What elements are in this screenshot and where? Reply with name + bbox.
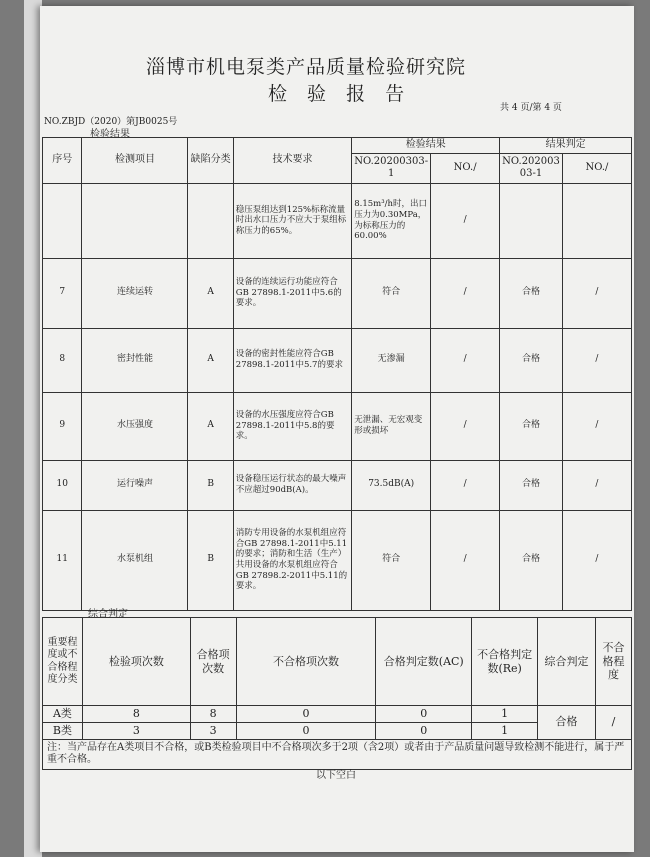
row-seq [43, 183, 82, 258]
row-seq: 9 [43, 392, 82, 460]
row-seq: 7 [43, 258, 82, 328]
row-judge1: 合格 [500, 328, 563, 392]
row-result1: 符合 [352, 510, 431, 610]
row-class [188, 183, 233, 258]
sum-fail: 0 [236, 706, 376, 723]
row-item [82, 183, 188, 258]
row-requirement: 设备的密封性能应符合GB 27898.1-2011中5.7的要求 [233, 328, 351, 392]
sum-re: 1 [472, 722, 538, 739]
col-results-group: 检验结果 [352, 138, 500, 154]
row-seq: 11 [43, 510, 82, 610]
sum-col-fail: 不合格项次数 [236, 618, 376, 706]
row-class: A [188, 328, 233, 392]
table-row [43, 258, 632, 328]
sum-fail: 0 [236, 722, 376, 739]
results-table [42, 137, 632, 611]
row-result1: 无泄漏、无宏观变形或损坏 [352, 392, 431, 460]
row-seq: 8 [43, 328, 82, 392]
sum-col-overall: 综合判定 [538, 618, 596, 706]
sum-col-pass: 合格项次数 [190, 618, 236, 706]
row-judge2: / [562, 460, 631, 510]
sum-cls: B类 [43, 722, 83, 739]
col-requirement: 技术要求 [233, 138, 351, 184]
row-judge1: 合格 [500, 258, 563, 328]
col-judgement-group: 结果判定 [500, 138, 632, 154]
sum-col-re: 不合格判定数(Re) [472, 618, 538, 706]
col-seq: 序号 [43, 138, 82, 184]
row-result2: / [431, 183, 500, 258]
row-item: 连续运转 [82, 258, 188, 328]
row-result2: / [431, 258, 500, 328]
row-result2: / [431, 460, 500, 510]
results-section-label: 检验结果 [90, 129, 130, 140]
table-row [43, 183, 632, 258]
row-class: A [188, 392, 233, 460]
sum-col-count: 检验项次数 [82, 618, 190, 706]
sum-pass: 3 [190, 722, 236, 739]
row-class: B [188, 460, 233, 510]
row-requirement: 设备的水压强度应符合GB 27898.1-2011中5.8的要求。 [233, 392, 351, 460]
row-class: B [188, 510, 233, 610]
row-judge2: / [562, 392, 631, 460]
row-result2: / [431, 328, 500, 392]
sum-col-degree: 重要程度或不合格程度分类 [43, 618, 83, 706]
row-requirement: 消防专用设备的水泵机组应符合GB 27898.1-2011中5.11的要求；消防和生活（生产）共用设备的水泵机组应符合GB 27898.2-2011中5.11的要求。 [233, 510, 351, 610]
row-item: 密封性能 [82, 328, 188, 392]
row-requirement: 设备稳压运行状态的最大噪声不应超过90dB(A)。 [233, 460, 351, 510]
sum-col-fail-degree: 不合格程度 [595, 618, 631, 706]
row-judge2: / [562, 510, 631, 610]
row-item: 水泵机组 [82, 510, 188, 610]
row-judge2: / [562, 328, 631, 392]
report-title: 检 验 报 告 [268, 83, 412, 105]
row-judge1: 合格 [500, 460, 563, 510]
summary-section-label: 综合判定 [88, 609, 128, 620]
col-result-no2: NO./ [431, 153, 500, 183]
summary-row [43, 706, 632, 723]
row-requirement: 稳压泵组达到125%标称流量时出水口压力不应大于泵组标称压力的65%。 [233, 183, 351, 258]
sum-fail-degree: / [595, 706, 631, 740]
row-judge2: / [562, 258, 631, 328]
report-number: NO.ZBJD（2020）第JB0025号 [44, 117, 178, 127]
sum-re: 1 [472, 706, 538, 723]
page-info: 共 4 页/第 4 页 [500, 103, 562, 113]
table-row [43, 510, 632, 610]
sum-ac: 0 [376, 722, 472, 739]
row-result1: 8.15m³/h时，出口压力为0.30MPa，为标称压力的60.00% [352, 183, 431, 258]
row-result1: 符合 [352, 258, 431, 328]
row-result2: / [431, 510, 500, 610]
sum-col-ac: 合格判定数(AC) [376, 618, 472, 706]
footer-blank-note: 以下空白 [316, 770, 356, 781]
table-row [43, 328, 632, 392]
row-seq: 10 [43, 460, 82, 510]
institute-title: 淄博市机电泵类产品质量检验研究院 [146, 56, 467, 78]
summary-table [42, 617, 632, 770]
row-item: 运行噪声 [82, 460, 188, 510]
sum-overall: 合格 [538, 706, 596, 740]
row-item: 水压强度 [82, 392, 188, 460]
table-row [43, 392, 632, 460]
col-judge-no1: NO.202003 03-1 [500, 153, 563, 183]
row-result2: / [431, 392, 500, 460]
row-result1: 73.5dB(A) [352, 460, 431, 510]
sum-count: 8 [82, 706, 190, 723]
col-result-no1: NO.20200303-1 [352, 153, 431, 183]
summary-note: 注：当产品存在A类项目不合格，或B类检验项目中不合格项次多于2项（含2项）或者由于产品质量问题导致检测不能进行，属于严重不合格。 [43, 739, 632, 769]
row-judge1 [500, 183, 563, 258]
sum-count: 3 [82, 722, 190, 739]
row-judge1: 合格 [500, 510, 563, 610]
sum-pass: 8 [190, 706, 236, 723]
sum-cls: A类 [43, 706, 83, 723]
col-judge-no2: NO./ [562, 153, 631, 183]
row-result1: 无渗漏 [352, 328, 431, 392]
row-judge1: 合格 [500, 392, 563, 460]
sum-ac: 0 [376, 706, 472, 723]
row-requirement: 设备的连续运行功能应符合GB 27898.1-2011中5.6的要求。 [233, 258, 351, 328]
row-class: A [188, 258, 233, 328]
col-class: 缺陷分类 [188, 138, 233, 184]
col-item: 检测项目 [82, 138, 188, 184]
table-row [43, 460, 632, 510]
row-judge2 [562, 183, 631, 258]
